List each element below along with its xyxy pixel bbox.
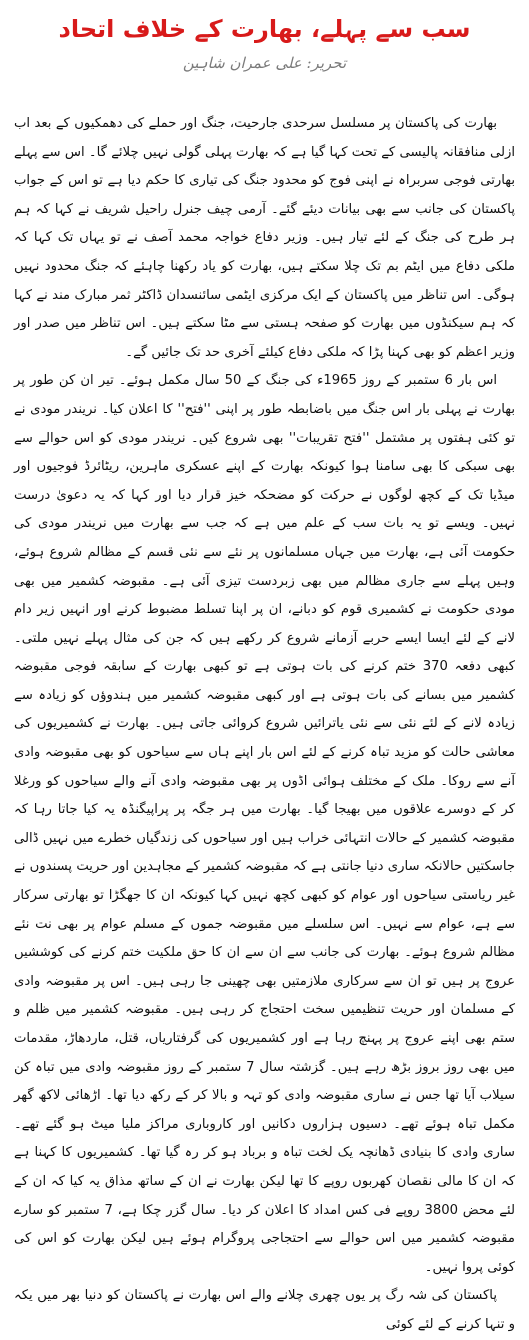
article-byline: تحریر: علی عمران شاہین <box>182 54 347 72</box>
article-paragraph: بھارت کی پاکستان پر مسلسل سرحدی جارحیت، جنگ اور حملے کی دھمکیوں کے بعد اب ازلی منافقانہ پالیسی کے تحت کہا گیا ہے کہ بھارت پہلی گولی نہیں چلائے گا۔ اس سے پہلے بھارتی فوجی سربراہ نے اپنی فوج کو محدود جنگ کی تیاری کا حکم دیا ہے تو اس کے جواب پاکستان کی جانب سے بھی بیانات دیئے گئے۔ آرمی چیف جنرل راحیل شریف نے کہا کہ ہم ہر طرح کی جنگ کے لئے تیار ہیں۔ وزیر دفاع خواجہ محمد آصف نے تو یہاں تک کہا کہ ملکی دفاع میں ایٹم بم تک چلا سکتے ہیں، بھارت کو یاد رکھنا چاہئے کہ جنگ محدود نہیں ہوگی۔ اس تناظر میں پاکستان کے ایک مرکزی ایٹمی سائنسدان ڈاکٹر ثمر مبارک مند نے کہا کہ ہم سیکنڈوں میں بھارت کو صفحہ ہستی سے مٹا سکتے ہیں۔ اس تناظر میں صدر اور وزیر اعظم کو بھی کہنا پڑا کہ ملکی دفاع کیلئے آخری حد تک جائیں گے۔ <box>14 116 515 360</box>
article-body <box>14 110 515 1340</box>
article-paragraph: پاکستان کی شہ رگ پر یوں چھری چلانے والے اس بھارت نے پاکستان کو دنیا بھر میں یکہ و تنہا کرنے کے لئے کوئی <box>14 1288 515 1332</box>
article-title: سب سے پہلے، بھارت کے خلاف اتحاد <box>58 15 471 43</box>
article-paragraph: اس بار 6 ستمبر کے روز 1965ء کی جنگ کے 50 سال مکمل ہوئے۔ تیر ان کن طور پر بھارت نے پہلی بار اس جنگ میں باضابطہ طور پر اپنی ''فتح'' کا اعلان کیا۔ نریندر مودی نے تو کئی ہفتوں پر مشتمل ''فتح تقریبات'' بھی شروع کیں۔ نریندر مودی کو اس حوالے سے بھی سبکی کا بھی سامنا ہوا کیونکہ بھارت کے اپنے عسکری ماہرین، ریٹائرڈ فوجیوں اور میڈیا تک کے کچھ لوگوں نے حرکت کو مضحکہ خیز قرار دیا اور کہا کہ یہ دعویٰ درست نہیں۔ ویسے تو یہ بات سب کے علم میں ہے کہ جب سے بھارت میں نریندر مودی کی حکومت آئی ہے، بھارت میں جہاں مسلمانوں پر نئے سے نئی قسم کے مظالم شروع ہوئے، وہیں پہلے سے جاری مظالم میں بھی زبردست تیزی آئی ہے۔ مقبوضہ کشمیر میں بھی مودی حکومت نے کشمیری قوم کو دبانے، ان پر اپنا تسلط مضبوط کرنے اور انہیں زیر دام لانے کے لئے ایسا ایسے حربے آزمانے شروع کر رکھے ہیں کہ جن کی مثال پہلے نہیں ملتی۔ کبھی دفعہ 370 ختم کرنے کی بات ہوتی ہے تو کبھی بھارت کے سابقہ فوجی مقبوضہ کشمیر میں بسانے کی بات ہوتی ہے اور کبھی مقبوضہ کشمیر میں ہندوؤں کو زیادہ سے زیادہ لانے کے لئے نئی سے نئی یاترائیں شروع کروائی جاتی ہیں۔ بھارت نے کشمیریوں کی معاشی حالت کو مزید تباہ کرنے کے لئے اس بار اپنے ہاں سے سیاحوں کو بھی مقبوضہ وادی آنے سے روکا۔ ملک کے مختلف ہوائی اڈوں پر بھی مقبوضہ وادی آنے والے سیاحوں کو ورغلا کر کے دوسرے علاقوں میں بھیجا گیا۔ بھارت میں ہر جگہ پر پراپیگنڈہ یہ کیا جاتا رہا کہ مقبوضہ کشمیر کے حالات انتہائی خراب ہیں اور سیاحوں کی زندگیاں خطرے میں نہیں ڈالی جاسکتیں حالانکہ ساری دنیا جانتی ہے کہ مقبوضہ کشمیر کے مجاہدین اور حریت پسندوں نے غیر ریاستی سیاحوں اور عوام کو کبھی کچھ نہیں کہا کیونکہ ان کا جھگڑا تو بھارتی سرکار سے ہے، عوام سے نہیں۔ اس سلسلے میں مقبوضہ جموں کے مسلم عوام پر بھی نت نئے مظالم شروع ہوئے۔ بھارت کی جانب سے ان سے ان کا حق ملکیت ختم کرنے کی کوششیں عروج پر ہیں تو ان سے سرکاری ملازمتیں بھی چھینی جا رہی ہیں۔ اس پر مقبوضہ وادی کے مسلمان اور حریت تنظیمیں سخت احتجاج کر رہی ہیں۔ مقبوضہ کشمیر میں ظلم و ستم بھی اپنے عروج پر پہنچ رہا ہے اور کشمیریوں کی گرفتاریاں، قتل، ماردھاڑ، مقدمات میں بھی روز بروز بڑھ رہے ہیں۔ گزشتہ سال 7 ستمبر کے روز مقبوضہ وادی میں تباہ کن سیلاب آیا تھا جس نے ساری مقبوضہ وادی کو تہہ و بالا کر کے رکھ دیا تھا۔ اڑھائی لاکھ گھر مکمل تباہ ہوئے تھے۔ دسیوں ہزاروں دکانیں اور کاروباری مراکز ملیا میٹ ہو گئے تھے۔ ساری وادی کا بنیادی ڈھانچہ یک لخت تباہ و برباد ہو کر رہ گیا تھا۔ کشمیریوں کا کہنا ہے کہ ان کا مالی نقصان کھربوں روپے کا تھا لیکن بھارت نے ان کے ساتھ مذاق یہ کیا کہ ان کے لئے محض 3800 روپے فی کس امداد کا اعلان کر دیا۔ سال گزر چکا ہے، 7 ستمبر کو سارے مقبوضہ کشمیر میں اس حوالے سے احتجاجی پروگرام ہوئے ہیں لیکن بھارت کو اس کی کوئی پروا نہیں۔ <box>14 373 515 1275</box>
